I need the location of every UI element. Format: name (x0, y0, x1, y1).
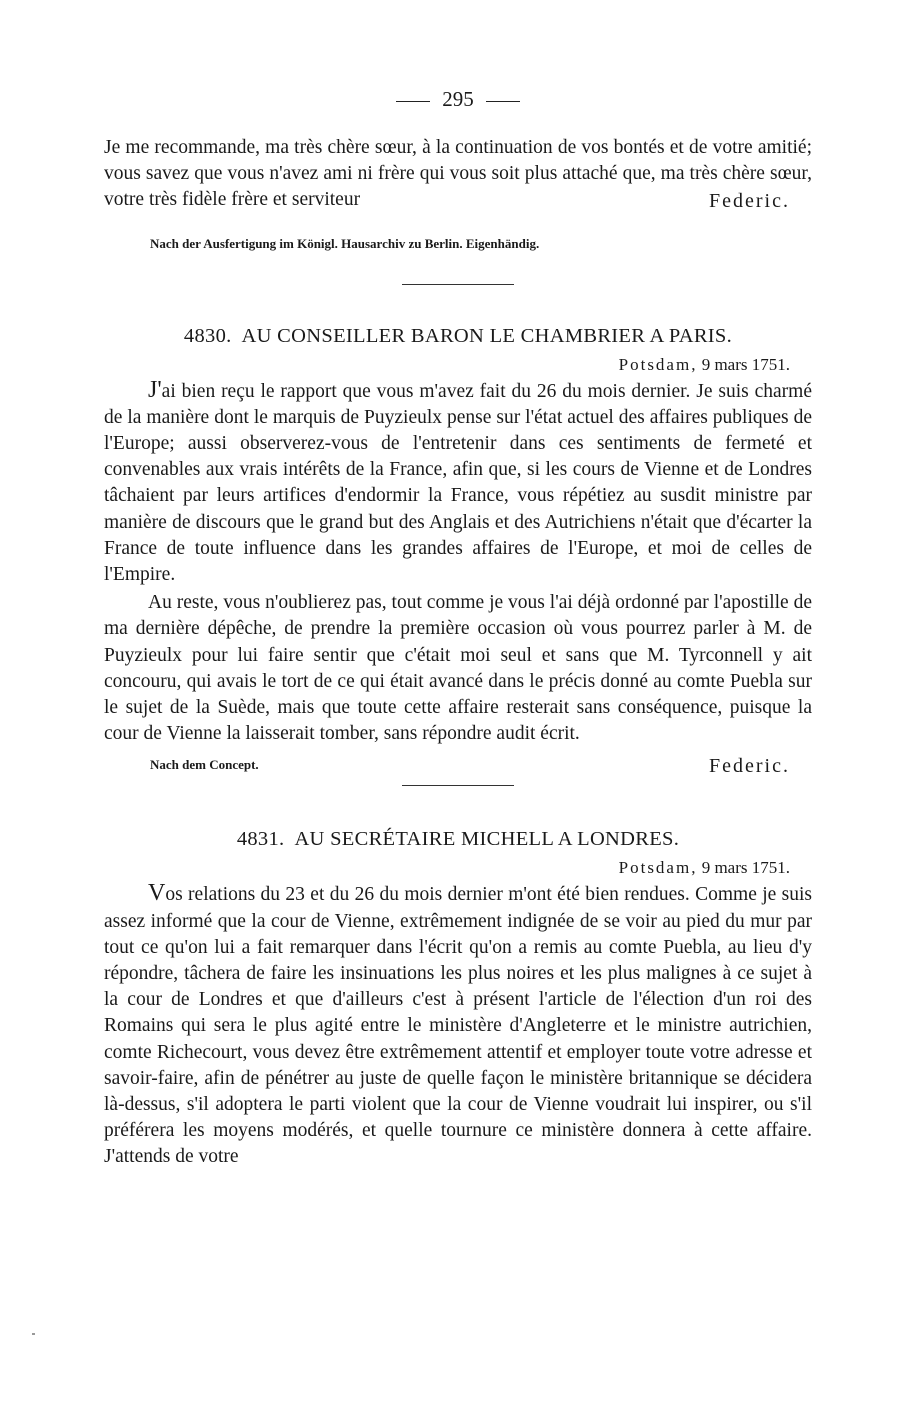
letter-4831-date: 9 mars 1751. (701, 858, 790, 878)
letter-4830-paragraph-2: Au reste, vous n'oublierez pas, tout comme je vous l'ai déjà ordonné par l'apostille de ma dernière dépêche, de prendre la première occasion où vous pourrez parler à M. de Puyzieulx pour lui faire sentir que c'était moi seul et sans que M. Tyrconnell y ait concouru, qui avais le tort de ce qui était avancé dans le précis donné au comte Puebla sur le sujet de la Suède, mais que toute cette affaire resterait sans conséquence, puisque la cour de Vienne la laisserait tomber, sans répondre audit écrit. (104, 592, 812, 745)
letter-4830-date: 9 mars 1751. (701, 354, 790, 374)
letter-4830-dateline (104, 355, 790, 375)
letter-4831-place: Potsdam, (618, 858, 698, 878)
margin-speck (32, 1333, 35, 1335)
letter-4830-place: Potsdam, (618, 354, 698, 374)
letter-4830-paragraph-1: J'ai bien reçu le rapport que vous m'avez fait du 26 du mois dernier. Je suis charmé de la manière dont le marquis de Puyzieulx pense sur l'état actuel des affaires publiques de l'Europe; aussi observerez-vous de l'entretenir dans ces sentiments de fermeté et convenables aux vrais intérêts de la France, afin que, si les cours de Vienne et de Londres tâchaient par leurs artifices d'endormir la France, vous répétiez au susdit ministre par manière de discours que le grand but des Anglais et des Autrichiens n'était que d'écarter la France de toute influence dans les grandes affaires de l'Europe, et moi de celles de l'Empire. (104, 376, 812, 586)
letter-4830-number: 4830. (183, 324, 232, 347)
page-number-dash-left (396, 101, 430, 102)
closing-source-note: Nach der Ausfertigung im Königl. Hausarchiv zu Berlin. Eigenhändig. (150, 235, 540, 251)
page-number-line (104, 84, 812, 114)
closing-signature: Federic. (709, 189, 790, 212)
letter-4830-title: AU CONSEILLER BARON LE CHAMBRIER A PARIS. (241, 324, 733, 347)
letter-4831-title: AU SECRÉTAIRE MICHELL A LONDRES. (294, 828, 680, 851)
letter-4830-heading (104, 325, 812, 348)
letter-4830-source-note: Nach dem Concept. (150, 757, 259, 773)
page-number: 295 (442, 87, 474, 111)
letter-4831-dateline (104, 858, 790, 878)
letter-4831-number: 4831. (236, 828, 285, 851)
book-page (104, 84, 812, 1171)
letter-4831-paragraph-1: Vos relations du 23 et du 26 du mois dernier m'ont été bien rendues. Comme je suis assez informé que la cour de Vienne, extrêmement indignée de se voir au pied du mur par tout ce qu'on lui a fait remarquer dans l'écrit qu'on a remis au comte Puebla, au lieu d'y répondre, tâchera de faire les insinuations les plus noires et les plus malignes à ce sujet à la cour de Londres et que d'ailleurs c'est à présent l'article de l'élection d'un roi des Romains qui sera le plus agité entre le ministère d'Angleterre et le ministre autrichien, comte Richecourt, vous devez être extrêmement attentif et employer toute votre adresse et savoir-faire, afin de pénétrer au juste de quelle façon le ministère britannique se décidera là-dessus, s'il adoptera le parti violent que la cour de Vienne voudrait lui inspirer, ou s'il préférera les moyens modérés, et quelle tournure ce ministère donnera à cette affaire. J'attends de votre (104, 880, 812, 1168)
letter-4830-signature: Federic. (709, 755, 790, 778)
section-divider (402, 785, 514, 786)
page-number-dash-right (486, 101, 520, 102)
section-divider (402, 284, 514, 285)
letter-4831-heading (104, 828, 812, 851)
letter-4830-footer (104, 753, 812, 779)
closing-letter-text: Je me recommande, ma très chère sœur, à la continuation de vos bontés et de votre amitié; vous savez que vous n'avez ami ni frère qui vous soit plus attaché que, ma très chère sœur, votre très fidèle frère et serviteur (104, 137, 812, 211)
closing-signature-row (104, 189, 812, 236)
